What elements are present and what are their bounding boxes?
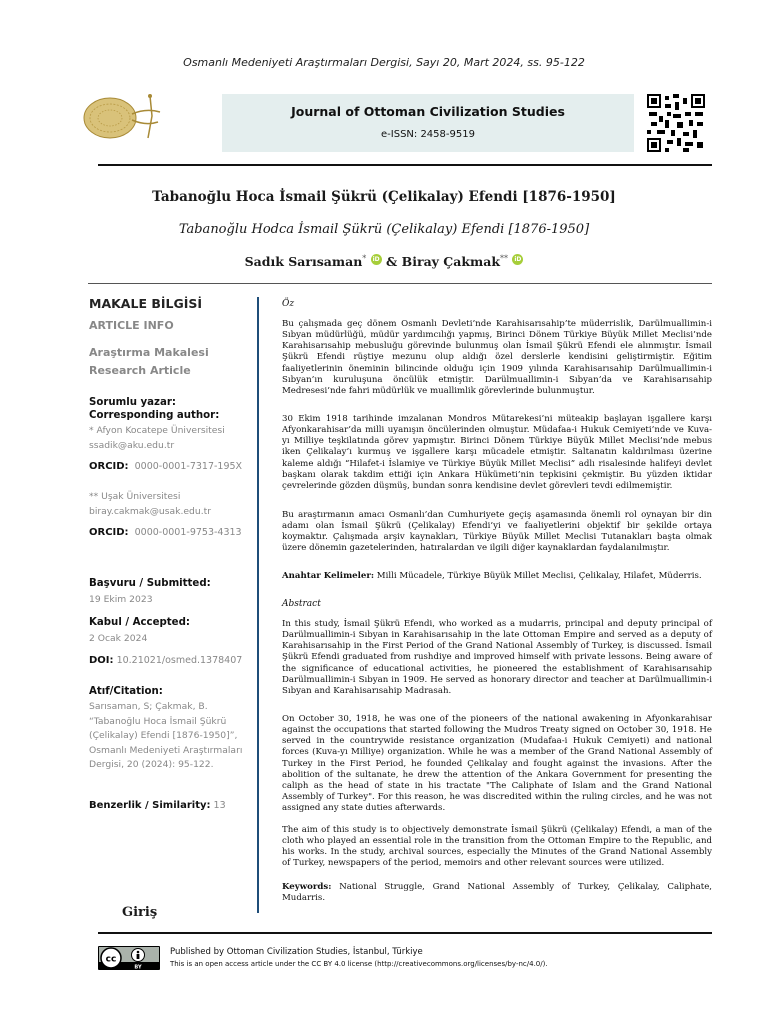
keywords-en-list: National Struggle, Grand National Assembly of Turkey, Çelikalay, Caliphate, Mudarris. [282, 882, 713, 904]
keywords-tr [282, 571, 712, 582]
section-heading-giris: Giriş [122, 905, 158, 920]
orcid-label: ORCID: [89, 527, 129, 538]
article-title-en: Tabanoğlu Hodca İsmail Şükrü (Çelikalay) Efendi [1876-1950] [178, 222, 590, 237]
column-divider [257, 297, 259, 913]
author-2-mark: ** [499, 254, 508, 263]
author-line [0, 254, 768, 269]
affiliation-1: * Afyon Kocatepe Üniversitesi [89, 425, 225, 436]
citation-text: Sarısaman, S; Çakmak, B. “Tabanoğlu Hoca İsmail Şükrü (Çelikalay) Efendi [1876-1950]”, Osmanlı Medeniyeti Araştırmaları Dergisi, 20 (2024): 95-122. [89, 701, 243, 771]
orcid-2[interactable]: 0000-0001-9753-4313 [134, 527, 242, 538]
keywords-tr-list: Milli Mücadele, Türkiye Büyük Millet Meclisi, Çelikalay, Hilafet, Müderris. [376, 571, 702, 581]
author-2: Biray Çakmak [401, 254, 500, 270]
doi-row [89, 655, 251, 666]
oz-paragraph-1: Bu çalışmada geç dönem Osmanlı Devleti’nde Karahisarısahip’te müderrislik, Darülmuallimin-i Sıbyan müdürlüğü, müdür yardımcılığı yapmış, Birinci Dönem Türkiye Büyük Millet Meclisi’nde Karahisarısahip mebusluğu görevinde bulunmuş olan İsmail Şükrü Efendi ele alınmıştır. İsmail Şükrü Efendi rüştiye mezunu olup aldığı özel derslerle kendisini geliştirmiştir. Eğitim faaliyetlerinin öneminin bilincinde olduğu için 1909 yılında Karahisarısahip Darülmuallimin-i Sıbyan’ın kuruluşuna öncülük etmiştir. Darülmuallimin-i Sıbyan’da ve Karahisarısahip Medresesi’nde fahri müdürlük ve muallimlik görevlerinde bulunmuştur. [282, 319, 712, 396]
similarity-label: Benzerlik / Similarity: [89, 800, 211, 811]
similarity-value: 13 [213, 800, 226, 811]
journal-citation-line: Osmanlı Medeniyeti Araştırmaları Dergisi, Sayı 20, Mart 2024, ss. 95-122 [183, 56, 585, 69]
oz-paragraph-3: Bu araştırmanın amacı Osmanlı’dan Cumhuriyete geçiş aşamasında önemli rol oynayan bir din adamı olan İsmail Şükrü (Çelikalay) Efendi’yi ve faaliyetlerini objektif bir şekilde ortaya koymaktır. Çalışmada arşiv kaynakları, Türkiye Büyük Millet Meclisi Tutanakları başta olmak üzere dönemin gazetelerinden, hatıralardan ve ilgili diğer kaynaklardan faydalanılmıştır. [282, 510, 712, 554]
article-type-en: Research Article [89, 364, 191, 377]
makale-bilgisi-heading: MAKALE BİLGİSİ [89, 296, 203, 311]
affiliation-2: ** Uşak Üniversitesi [89, 491, 181, 502]
top-divider [98, 164, 712, 166]
article-info-heading: ARTICLE INFO [89, 319, 174, 332]
keywords-en-label: Keywords: [282, 882, 332, 892]
author-1-mark: * [362, 254, 367, 263]
citation-label: Atıf/Citation: [89, 686, 163, 697]
keywords-en [282, 882, 712, 904]
oz-paragraph-2: 30 Ekim 1918 tarihinde imzalanan Mondros Mütarekesi’ni müteakip başlayan işgallere karşı Afyonkarahisar’da milli uyanışın öncülerinden olmuştur. Müdafaa-i Hukuk Cemiyeti’nde ve Kuva-yı Milliye teşkilatında görev yapmıştır. Birinci Dönem Türkiye Büyük Millet Meclisi’nde mebus iken Çelikalay’ı kurmuş ve işgallere karşı mücadele etmiştir. Saltanatın kaldırılması üzerine kaleme aldığı “Hilafet-i İslamiye ve Türkiye Büyük Millet Meclisi” adlı risalesinde halifeyi devlet başkanı olarak takdim ettiği için Ankara Hükümeti’nin tepkisini çekmiştir. Bu yüzden iktidar çevrelerinde gözden düşmüş, bundan sonra kendisine devlet görevleri tevdi edilmemiştir. [282, 414, 712, 491]
abstract-paragraph-2: On October 30, 1918, he was one of the pioneers of the national awakening in Afyonkarahisar against the occupations that started following the Mudros Treaty signed on October 30, 1918. He served in the countrywide resistance organization (Mudafaa-i Hukuk Cemiyeti) and national forces (Kuva-yı Milliye) organization. While he was a member of the Grand National Assembly of Turkey in the First Period, he founded Çelikalay and fought against the invasions. After the abolition of the sultanate, he drew the attention of the Ankara Government for presenting the caliph as the head of state in his tractate "The Caliphate of Islam and the Grand National Assembly of Turkey". For this reason, he was discredited within the ruling circles, and he was not assigned any state duties afterwards. [282, 714, 712, 814]
cc-by-icon[interactable] [98, 946, 160, 970]
qr-code-icon[interactable] [646, 94, 706, 152]
journal-issn: e-ISSN: 2458-9519 [381, 129, 475, 140]
orcid-row-1 [89, 461, 251, 472]
author-separator: & [386, 254, 398, 270]
submitted-label: Başvuru / Submitted: [89, 578, 211, 589]
oz-heading: Öz [282, 299, 295, 309]
article-title-tr: Tabanoğlu Hoca İsmail Şükrü (Çelikalay) Efendi [1876-1950] [152, 189, 616, 205]
submitted-date: 19 Ekim 2023 [89, 594, 153, 605]
title-divider [88, 283, 712, 284]
doi-label: DOI: [89, 655, 114, 666]
article-type-tr: Araştırma Makalesi [89, 346, 209, 359]
svg-text:cc: cc [105, 954, 117, 965]
author-1: Sadık Sarısaman [244, 254, 363, 270]
email-1[interactable]: ssadik@aku.edu.tr [89, 440, 175, 451]
accepted-label: Kabul / Accepted: [89, 617, 190, 628]
orcid-icon[interactable]: iD [372, 256, 380, 263]
accepted-date: 2 Ocak 2024 [89, 633, 148, 644]
abstract-heading: Abstract [282, 599, 321, 609]
orcid-row-2 [89, 527, 251, 538]
license-line: This is an open access article under the CC BY 4.0 license (http://creativecommons.org/licenses/by-nc/4.0/). [170, 960, 548, 968]
ornament-logo [80, 88, 164, 146]
bottom-divider [98, 932, 712, 934]
corresponding-label-tr: Sorumlu yazar: [89, 397, 176, 408]
similarity-row [89, 800, 251, 811]
email-2[interactable]: biray.cakmak@usak.edu.tr [89, 506, 212, 517]
orcid-label: ORCID: [89, 461, 129, 472]
abstract-paragraph-1: In this study, İsmail Şükrü Efendi, who worked as a mudarris, principal and deputy principal of Darülmuallimin-i Sıbyan in Karahisarısahip in the late Ottoman Empire and served as a deputy of Karahisarısahip in the First Period of the Grand National Assembly of Turkey, is discussed. İsmail Şükrü Efendi graduated from rushdiye and improved himself with private lessons. Being aware of the significance of educational activities, he pioneered the establishment of Karahisarısahip Darülmuallimin-i Sıbyan in 1909. He served as honorary director and teacher at Darülmuallimin-i Sıbyan and Karahisarısahip Madrasah. [282, 619, 712, 696]
keywords-tr-label: Anahtar Kelimeler: [282, 571, 375, 581]
abstract-paragraph-3: The aim of this study is to objectively demonstrate İsmail Şükrü (Çelikalay) Efendi, a man of the cloth who played an essential role in the transition from the Ottoman Empire to the Republic, and his works. In the study, archival sources, especially the Minutes of the Grand National Assembly of Turkey, newspapers of the period, memoirs and other relevant sources were utilized. [282, 825, 712, 869]
orcid-1[interactable]: 0000-0001-7317-195X [134, 461, 243, 472]
cc-by-label: BY [134, 964, 142, 970]
publisher-line: Published by Ottoman Civilization Studies, İstanbul, Türkiye [170, 947, 423, 957]
orcid-icon[interactable]: iD [514, 256, 522, 263]
corresponding-label-en: Corresponding author: [89, 410, 220, 421]
journal-title: Journal of Ottoman Civilization Studies [291, 104, 565, 119]
journal-banner [222, 94, 634, 152]
doi-value[interactable]: 10.21021/osmed.1378407 [116, 655, 243, 666]
